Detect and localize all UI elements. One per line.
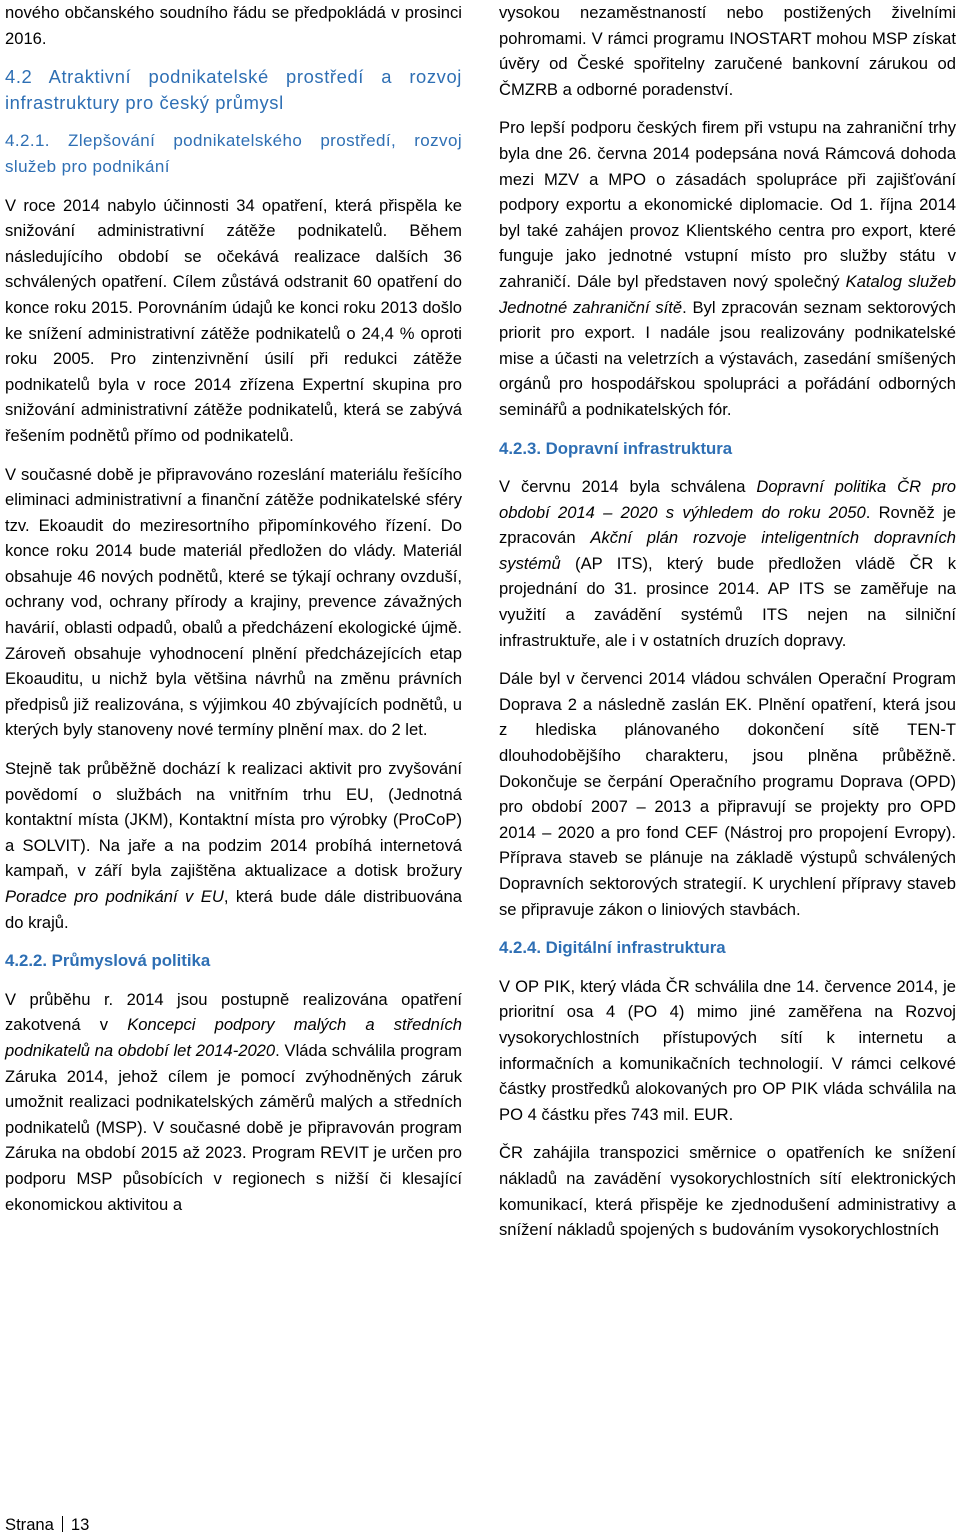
subsection-heading-4-2-1: 4.2.1. Zlepšování podnikatelského prostředí, rozvoj služeb pro podnikání [5,131,462,176]
paragraph-admin-burden: V roce 2014 nabylo účinnosti 34 opatření, která přispěla ke snižování administrativní zátěže podnikatelů. Během následujícího období se očekává realizace dalších 36 schválených opatření. Cílem zůstává odstranit 60 opatření do konce roku 2015. Porovnáním údajů ke konci roku 2013 došlo ke snížení administrativní zátěže podnikatelů o 24,4 % oproti roku 2005. Pro zintenzivnění úsilí při redukci zátěže podnikatelů byla v roce 2014 zřízena Expertní skupina pro snižování administrativní zátěže podnikatelů, která se zabývá řešením podnětů přímo od podnikatelů. [5,195,462,445]
left-column [5,0,462,1217]
paragraph-op-pik: V OP PIK, který vláda ČR schválila dne 14. července 2014, je prioritní osa 4 (PO 4) mimo jiné zaměřena na Rozvoj vysokorychlostních přístupových sítí k internetu a informačních a komunikačních technologií. V rámci celkové částky prostředků alokovaných pro OP PIK vláda schválila na PO 4 částku přes 743 mil. EUR. [499,976,956,1124]
text-segment: V červnu 2014 byla schválena [499,477,757,497]
paragraph-op-doprava: Dále byl v červenci 2014 vládou schválen Operační Program Doprava 2 a následně zaslán EK. Plnění opatření, která jsou z hlediska plánovaného dokončení sítě TEN-T dlouhodobějšího charakteru, jsou plněna průběžně. Dokončuje se čerpání Operačního programu Doprava (OPD) pro období 2007 – 2013 a připravují se projekty pro OPD 2014 – 2020 a pro fond CEF (Nástroj pro propojení Evropy). Příprava staveb se plánuje na základě výstupů schválených Dopravních sektorových strategií. K urychlení přípravy staveb se připravuje zákon o liniových stavbách. [499,669,956,919]
subsection-heading-4-2-2: 4.2.2. Průmyslová politika [5,951,211,971]
text-italic-catalog: Katalog služeb Jednotné zahraniční sítě [499,271,957,317]
section-heading-4-2: 4.2 Atraktivní podnikatelské prostředí a rozvoj infrastruktury pro český průmysl [5,66,462,113]
paragraph-continuation: nového občanského soudního řádu se předpokládá v prosinci 2016. [5,3,462,48]
text-segment: , která bude dále distribuována do krajů. [5,887,463,932]
text-segment: . Rovněž je zpracován [499,502,956,548]
text-segment: Stejně tak průběžně dochází k realizaci aktivit pro zvyšování povědomí o službách na vnitřním trhu EU, (Jednotná kontaktní místa (JKM), Kontaktní místa pro výrobky (ProCoP) a SOLVIT). Na jaře a na podzim 2014 probíhá internetová kampaň, v září byla zajištěna aktualizace a dotisk brožury [5,759,462,881]
text-segment: Pro lepší podporu českých firem při vstupu na zahraniční trhy byla dne 26. června 2014 podepsána nová Rámcová dohoda mezi MZV a MPO o zásadách spolupráce při zajišťování podpory exportu a ekonomické diplomacie. Od 1. října 2014 byl také zahájen provoz Klientského centra pro export, které funguje jako jednotné vstupní místo pro služby státu v zahraničí. Dále byl představen nový společný [499,118,956,291]
page-footer [5,1514,89,1536]
text-italic-concept: Koncepci podpory malých a středních podnikatelů na období let 2014-2020 [5,1015,462,1060]
right-column [499,0,956,1243]
text-segment: . Vláda schválila program Záruka 2014, jehož cílem je pomocí zvýhodněných záruk umožnit realizaci podnikatelských záměrů malých a středních podnikatelů (MSP). V současné době je připravován program Záruka na období 2015 až 2023. Program REVIT je určen pro podporu MSP působících v regionech s nižší či klesající ekonomickou aktivitou a [5,1040,462,1214]
paragraph-ekoaudit: V současné době je připravováno rozeslání materiálu řešícího eliminaci administrativní a finanční zátěže podnikatelské sféry tzv. Ekoaudit do meziresortního připomínkového řízení. Do konce roku 2014 bude materiál předložen do vlády. Materiál obsahuje 46 nových podnětů, které se týkají ochrany ovzduší, ochrany vod, ochrany přírody a krajiny, prevence závažných havárií, oblasti odpadů, obalů a předcházení ekologické újmě. Zároveň obsahuje vyhodnocení plnění předcházejících etap Ekoauditu, u nichž byla většina návrhů na změnu právních předpisů již realizována, s výjimkou 40 zbývajících podnětů, u kterých byly stanoveny nové termíny plnění max. do 2 let. [5,464,462,740]
text-italic-brochure: Poradce pro podnikání v EU [5,887,224,906]
paragraph-internal-market [5,756,462,935]
text-italic-transport-policy: Dopravní politika ČR pro období 2014 – 2020 s výhledem do roku 2050 [499,477,956,522]
text-segment: . Byl zpracován seznam sektorových priorit pro export. I nadále jsou realizovány podnikatelské mise a účasti na veletrzích a výstavách, zasedání smíšených orgánů pro hospodářskou spolupráci a pořádání odborných seminářů a podnikatelských fór. [499,297,956,419]
paragraph-transport-policy [499,474,956,653]
text-segment: (AP ITS), který bude předložen vládě ČR k projednání do 31. prosince 2014. AP ITS se zaměřuje na využití a zavádění systémů ITS nejen na silniční infrastruktuře, ale i v ostatních druzích dopravy. [499,553,956,650]
paragraph-export-support [499,115,956,422]
paragraph-inostart: vysokou nezaměstnaností nebo postižených živelními pohromami. V rámci programu INOSTART mohou MSP získat úvěry od České spořitelny zaručené bankovní zárukou od ČMZRB a odborné poradenství. [499,3,956,99]
paragraph-industrial-policy [5,987,462,1217]
subsection-heading-4-2-4: 4.2.4. Digitální infrastruktura [499,938,726,958]
paragraph-directive: ČR zahájila transpozici směrnice o opatřeních ke snížení nákladů na zavádění vysokorychlostních sítí elektronických komunikací, která přispěje ke zjednodušení administrativy a snížení nákladů spojených s budováním vysokorychlostních [499,1143,956,1240]
text-italic-action-plan: Akční plán rozvoje inteligentních dopravních systémů [499,528,957,573]
footer-separator [62,1516,63,1532]
text-segment: V průběhu r. 2014 jsou postupně realizována opatření zakotvená v [5,989,462,1035]
page-label: Strana [5,1515,54,1534]
page-number: 13 [70,1515,90,1534]
subsection-heading-4-2-3: 4.2.3. Dopravní infrastruktura [499,438,733,458]
